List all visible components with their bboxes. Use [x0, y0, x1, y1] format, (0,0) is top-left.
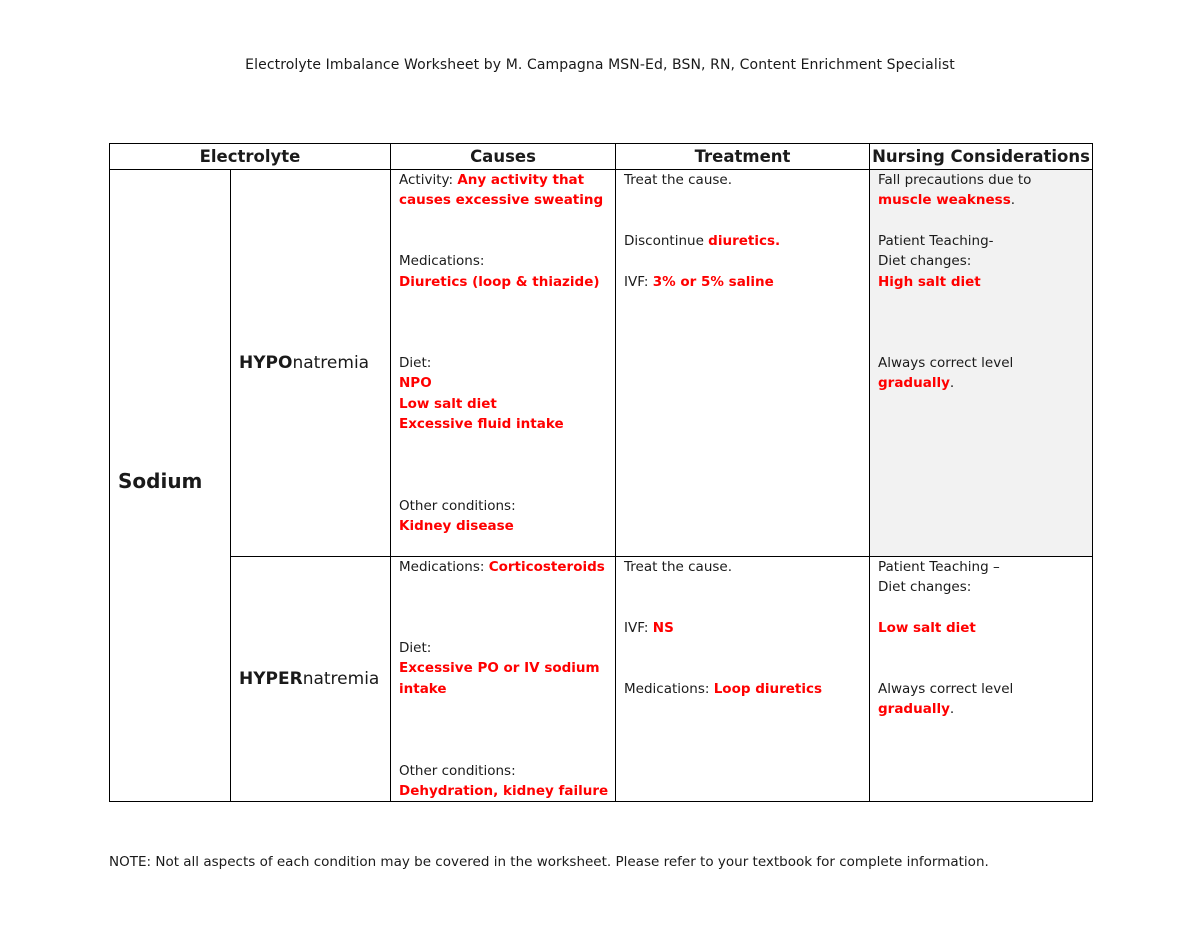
hyper-diet-sodium: Excessive PO or IV sodium	[399, 660, 600, 676]
condition-hyponatremia	[231, 170, 391, 557]
hypo-causes-cell	[391, 170, 616, 557]
header-causes: Causes	[391, 144, 616, 170]
condition-suffix: natremia	[292, 353, 370, 373]
hyper-diet-intake: intake	[399, 681, 447, 697]
hyper-nursing-cell	[870, 557, 1093, 802]
hypo-muscle-weakness-line: muscle weakness.	[878, 192, 1016, 208]
hyper-other-label: Other conditions:	[399, 763, 516, 779]
hypo-activity-line: Activity: Any activity that	[399, 172, 585, 188]
header-row	[110, 144, 1093, 170]
condition-prefix: HYPER	[239, 669, 303, 689]
condition-prefix: HYPO	[239, 353, 293, 373]
hyper-gradually-line: gradually.	[878, 701, 955, 717]
hyper-treat-cause: Treat the cause.	[624, 559, 733, 575]
footer-note: NOTE: Not all aspects of each condition may be covered in the worksheet. Please refer to your textbook for complete information.	[109, 854, 989, 870]
hyper-low-salt-diet: Low salt diet	[878, 620, 976, 636]
hypo-diet-low-salt: Low salt diet	[399, 396, 497, 412]
hyper-treatment-cell	[616, 557, 870, 802]
hypo-medications-label: Medications:	[399, 253, 485, 269]
hypo-nursing-cell	[870, 170, 1093, 557]
hypo-diet-npo: NPO	[399, 375, 432, 391]
hyper-patient-teaching: Patient Teaching –	[878, 559, 1000, 575]
hyponatremia-row	[110, 170, 1093, 557]
hyper-medications-line: Medications: Corticosteroids	[399, 559, 605, 575]
hypo-treatment-cell	[616, 170, 870, 557]
hyper-diet-label: Diet:	[399, 640, 432, 656]
hypo-diet-fluid: Excessive fluid intake	[399, 416, 564, 432]
hypo-gradually-line: gradually.	[878, 375, 955, 391]
hyper-causes-cell	[391, 557, 616, 802]
electrolyte-sodium: Sodium	[110, 170, 231, 802]
hyper-always-correct: Always correct level	[878, 681, 1014, 697]
hypo-other-label: Other conditions:	[399, 498, 516, 514]
condition-suffix: natremia	[302, 669, 380, 689]
hypo-other-value: Kidney disease	[399, 518, 514, 534]
header-treatment: Treatment	[616, 144, 870, 170]
condition-hypernatremia	[231, 557, 391, 802]
hypo-discontinue-line: Discontinue diuretics.	[624, 233, 781, 249]
hyper-ivf-line: IVF: NS	[624, 620, 674, 636]
hypo-diet-changes: Diet changes:	[878, 253, 972, 269]
header-electrolyte: Electrolyte	[110, 144, 391, 170]
hypo-activity-detail: causes excessive sweating	[399, 192, 604, 208]
hypo-patient-teaching: Patient Teaching-	[878, 233, 994, 249]
hypo-diet-label: Diet:	[399, 355, 432, 371]
header-nursing-considerations: Nursing Considerations	[870, 144, 1093, 170]
hypo-treat-cause: Treat the cause.	[624, 172, 733, 188]
hypo-ivf-line: IVF: 3% or 5% saline	[624, 274, 774, 290]
hypo-fall-precautions: Fall precautions due to	[878, 172, 1032, 188]
electrolyte-table	[109, 143, 1093, 802]
hyper-diet-changes: Diet changes:	[878, 579, 972, 595]
document-title: Electrolyte Imbalance Worksheet by M. Campagna MSN-Ed, BSN, RN, Content Enrichment Specialist	[245, 57, 955, 73]
hypo-high-salt-diet: High salt diet	[878, 274, 981, 290]
hypo-medications-value: Diuretics (loop & thiazide)	[399, 274, 600, 290]
hypernatremia-row	[110, 557, 1093, 802]
hypo-always-correct: Always correct level	[878, 355, 1014, 371]
hyper-medications-line: Medications: Loop diuretics	[624, 681, 823, 697]
hyper-other-value: Dehydration, kidney failure	[399, 783, 609, 799]
